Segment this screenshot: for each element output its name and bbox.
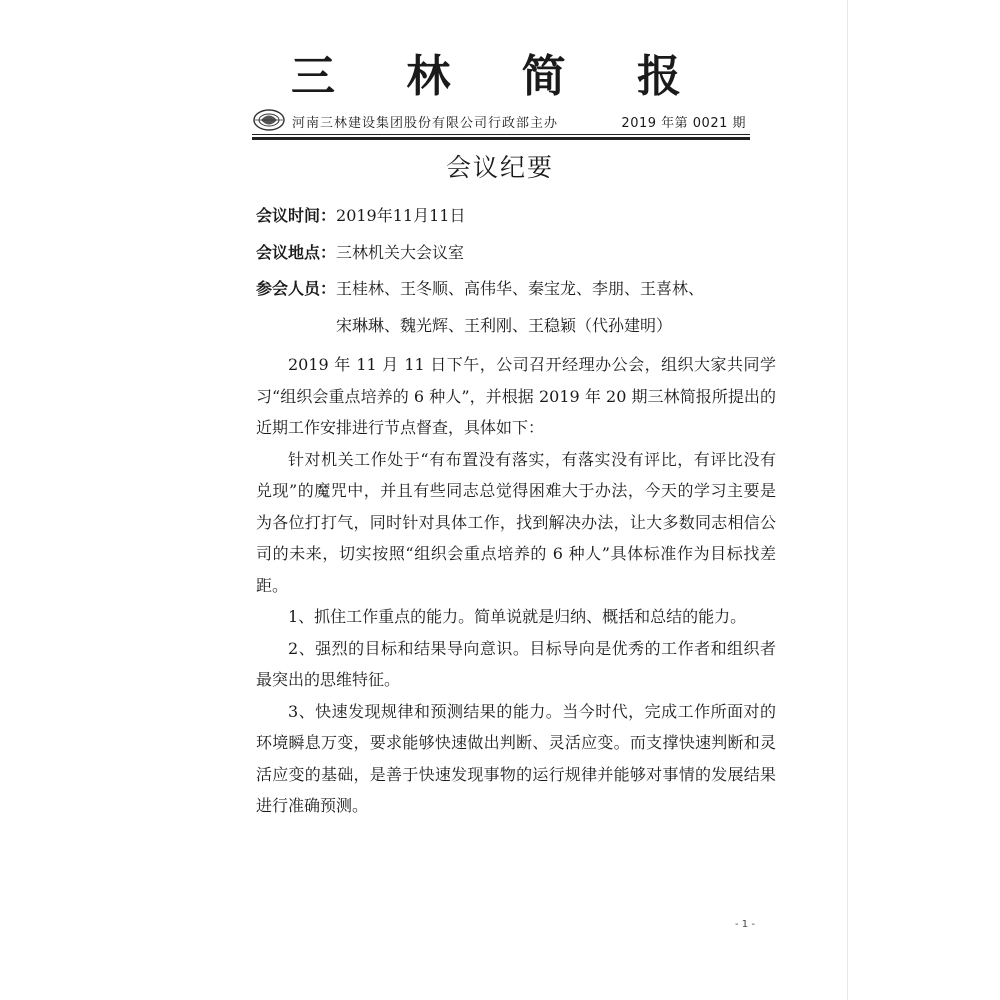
publisher-text: 河南三林建设集团股份有限公司行政部主办 (292, 116, 559, 131)
meeting-place-label: 会议地点： (256, 243, 337, 262)
paragraph: 1、抓住工作重点的能力。简单说就是归纳、概括和总结的能力。 (288, 607, 747, 626)
meeting-time-row (256, 203, 465, 226)
paragraph: 2019 年 11 月 11 日下午，公司召开经理办公会，组织大家共同学习“组织会重点培养的 6 种人”，并根据 2019 年 20 期三林简报所提出的近期工作安排进行节点督查，具体如下： (256, 355, 776, 437)
paragraph: 3、快速发现规律和预测结果的能力。当今时代，完成工作所面对的环境瞬息万变，要求能够快速做出判断、灵活应变。而支撑快速判断和灵活应变的基础，是善于快速发现事物的运行规律并能够对事情的发展结果进行准确预测。 (256, 701, 776, 815)
document-title: 会议纪要 (445, 153, 554, 182)
meeting-time-value: 2019年11月11日 (336, 206, 466, 225)
document-body (256, 349, 776, 822)
meeting-place-row (256, 240, 464, 263)
header-rule-thin (252, 134, 750, 135)
paragraph: 针对机关工作处于“有布置没有落实，有落实没有评比，有评比没有兑现”的魔咒中，并且有些同志总觉得困难大于办法，今天的学习主要是为各位打打气，同时针对具体工作，找到解决办法，让大多数同志相信公司的未来，切实按照“组织会重点培养的 6 种人”具体标准作为目标找差距。 (256, 449, 776, 595)
header-rule-thick (252, 137, 750, 140)
issue-number: 2019 年第 0021 期 (621, 116, 746, 131)
company-logo-icon (252, 108, 286, 132)
meeting-place-value: 三林机关大会议室 (336, 243, 465, 262)
page-number: - 1 - (735, 919, 755, 930)
attendees-line1: 王桂林、王冬顺、高伟华、秦宝龙、李朋、王喜林、 (336, 279, 705, 298)
attendees-line2: 宋琳琳、魏光辉、王利刚、王稳颖（代孙建明） (336, 316, 673, 335)
attendees-label: 参会人员： (256, 279, 337, 298)
paragraph: 2、强烈的目标和结果导向意识。目标导向是优秀的工作者和组织者最突出的思维特征。 (256, 638, 776, 689)
meeting-time-label: 会议时间： (256, 206, 337, 225)
masthead-title: 三 林 简 报 (291, 51, 709, 102)
attendees-row (256, 276, 704, 299)
header-row (252, 108, 750, 134)
